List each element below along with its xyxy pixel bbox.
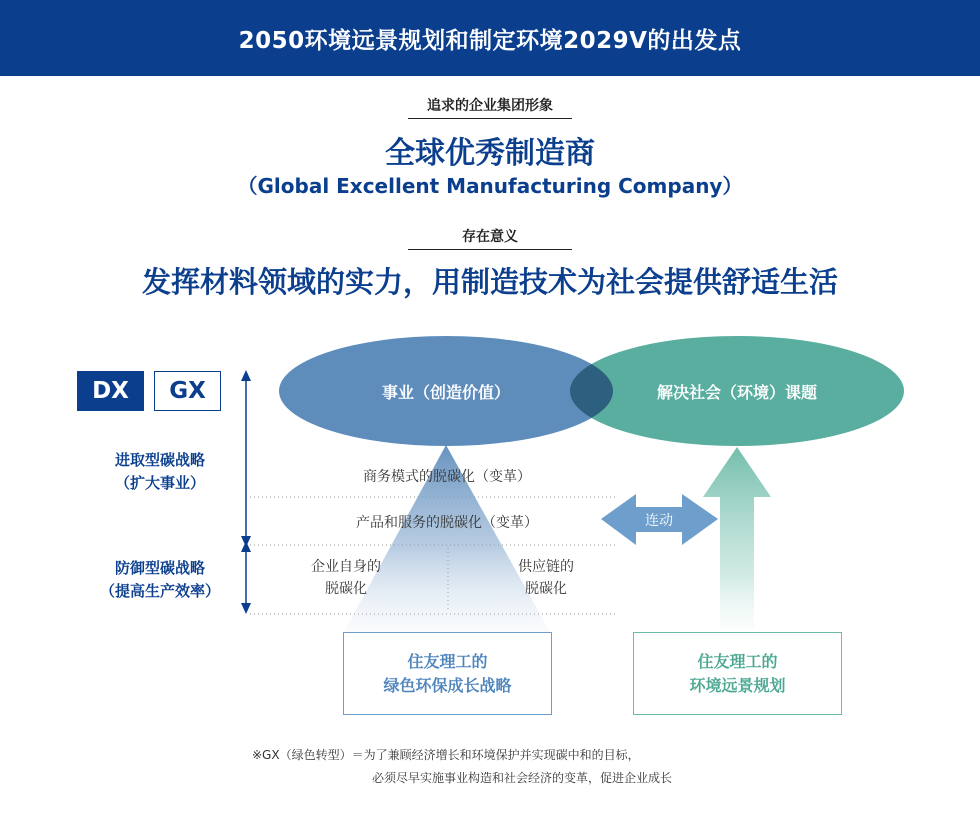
gx-tag: GX xyxy=(154,371,221,411)
business-model-row: 商务模式的脱碳化（变革） xyxy=(363,469,531,485)
supply-chain-line-1: 供应链的 xyxy=(518,559,574,575)
growth-strategy-title: 进取型碳战略 xyxy=(114,451,205,469)
supply-chain-line-2: 脱碳化 xyxy=(525,581,567,597)
own-line-2: 脱碳化 xyxy=(325,581,367,597)
dx-tag: DX xyxy=(77,371,144,411)
vision-label: 追求的企业集团形象 xyxy=(427,98,553,114)
social-ellipse-label: 解决社会（环境）课题 xyxy=(656,383,817,402)
supply-chain-decarbonization xyxy=(486,556,606,600)
vision-english: （Global Excellent Manufacturing Company） xyxy=(237,174,743,198)
own-line-1: 企业自身的 xyxy=(311,559,381,575)
footnote-line-1: ※GX（绿色转型）＝为了兼顾经济增长和环境保护并实现碳中和的目标， xyxy=(252,748,640,762)
growth-strategy-label xyxy=(75,449,245,495)
own-decarbonization xyxy=(286,556,406,600)
green-box-line-1: 住友理工的 xyxy=(407,651,488,671)
defense-strategy-label xyxy=(75,557,245,603)
up-arrow-icon xyxy=(703,447,771,628)
defense-strategy-sub: （提高生产效率） xyxy=(99,582,220,600)
purpose-statement: 发挥材料领域的实力，用制造技术为社会提供舒适生活 xyxy=(141,265,838,299)
header-title: 2050环境远景规划和制定环境2029V的出发点 xyxy=(238,27,742,54)
green-growth-strategy-box xyxy=(343,632,552,715)
growth-strategy-sub: （扩大事业） xyxy=(114,474,205,492)
green-box-line-2: 绿色环保成长战略 xyxy=(383,675,512,695)
defense-strategy-title: 防御型碳战略 xyxy=(114,559,205,577)
purpose-label: 存在意义 xyxy=(462,229,518,245)
footnote-line-2: 必须尽早实施事业构造和社会经济的变革，促进企业成长 xyxy=(372,771,673,785)
link-label: 连动 xyxy=(645,513,673,529)
env-box-line-1: 住友理工的 xyxy=(697,651,778,671)
products-row: 产品和服务的脱碳化（变革） xyxy=(356,515,538,531)
env-box-line-2: 环境远景规划 xyxy=(689,675,786,695)
env-vision-box xyxy=(633,632,842,715)
vision-title: 全球优秀制造商 xyxy=(385,136,595,171)
business-ellipse-label: 事业（创造价值） xyxy=(381,383,510,402)
